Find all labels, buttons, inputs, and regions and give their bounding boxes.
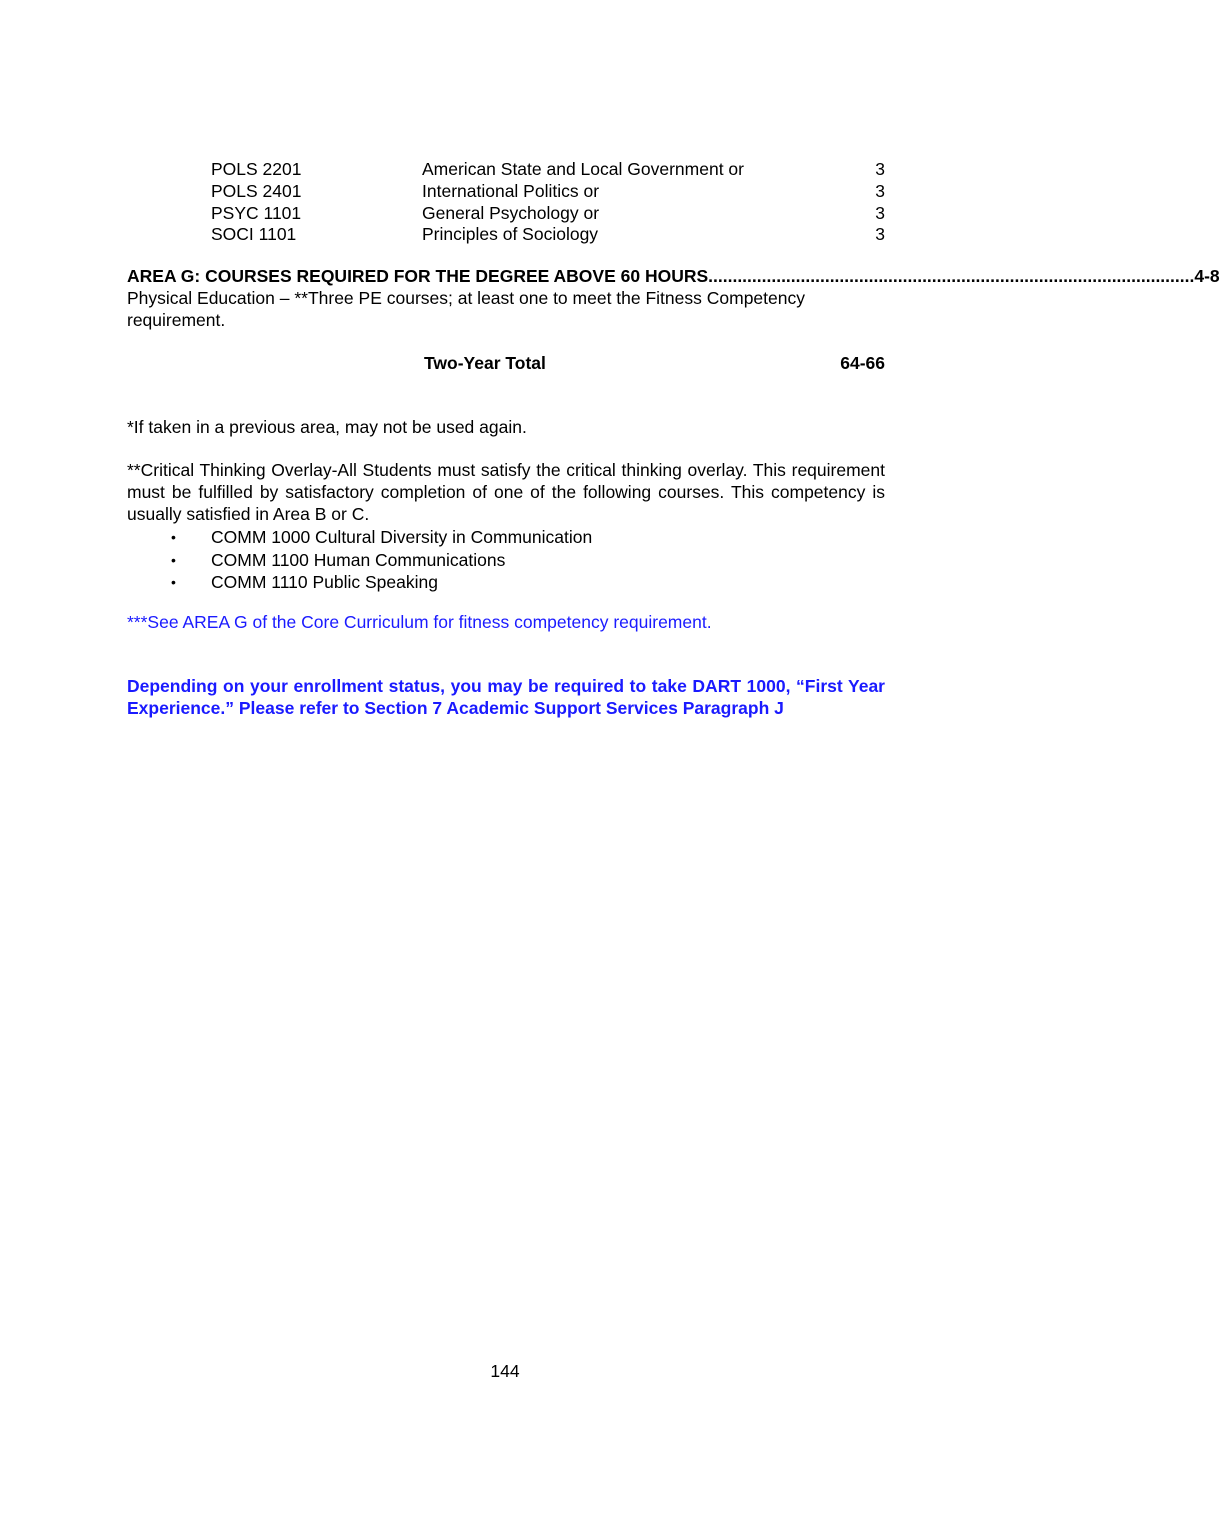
course-title: American State and Local Government or [422,159,744,179]
course-row [211,159,885,181]
course-row [211,181,885,203]
bullet-icon: • [171,574,176,591]
enrollment-notice: Depending on your enrollment status, you may be required to take DART 1000, “First Year Experience.” Please refer to Section 7 Academic Support Services Paragraph J [127,676,885,718]
course-title: Principles of Sociology [422,224,599,245]
course-table [211,159,885,246]
course-code: POLS 2401 [211,180,302,201]
list-item-text: COMM 1100 Human Communications [211,549,506,570]
list-item [127,549,885,572]
list-item [127,526,885,549]
list-item [127,571,885,594]
bullet-icon: • [171,529,176,545]
footnote-single-star: *If taken in a previous area, may not be used again. [127,417,527,437]
course-credits: 3 [875,159,885,179]
area-g-hours: 4-8 [1194,266,1220,286]
footnote-fitness: ***See AREA G of the Core Curriculum for fitness competency requirement. [127,612,712,632]
course-credits: 3 [875,202,885,223]
area-g-heading-text: AREA G: COURSES REQUIRED FOR THE DEGREE ABOVE 60 HOURS [127,266,709,286]
course-credits: 3 [875,224,885,245]
list-item-text: COMM 1000 Cultural Diversity in Communication [211,527,593,547]
list-item-text: COMM 1110 Public Speaking [211,572,438,593]
footnote-critical-thinking: **Critical Thinking Overlay-All Students must satisfy the critical thinking overlay. This requirement must be fulfilled by satisfactory completion of one of the following courses. This competency is usually satisfied in Area B or C. [127,460,885,524]
leader-dots: .................................................................................................... [708,266,1195,286]
critical-thinking-course-list [127,526,885,594]
area-g-heading [127,266,1220,288]
course-credits: 3 [875,180,885,201]
course-title: International Politics or [422,180,600,201]
course-code: PSYC 1101 [211,202,302,223]
area-g-description: Physical Education – **Three PE courses; at least one to meet the Fitness Competency requirement. [127,288,805,330]
course-code: POLS 2201 [211,159,302,179]
course-row [211,224,885,246]
course-title: General Psychology or [422,202,600,223]
page-number: 144 [490,1361,520,1381]
total-value: 64-66 [840,353,885,373]
total-label: Two-Year Total [424,353,546,373]
course-code: SOCI 1101 [211,224,297,245]
bullet-icon: • [171,551,176,568]
course-row [211,203,885,225]
